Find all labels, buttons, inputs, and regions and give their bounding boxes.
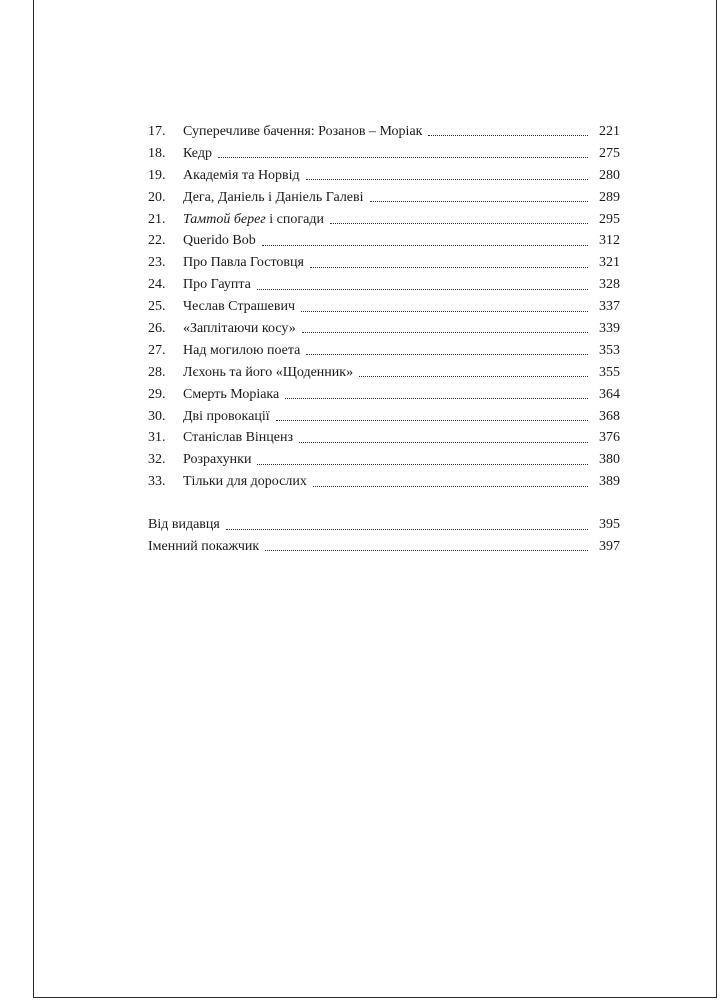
chapter-title: Академія та Норвід — [183, 167, 300, 183]
toc-entry — [148, 340, 620, 362]
page-number: 355 — [599, 364, 620, 380]
page-number: 368 — [599, 408, 620, 424]
dot-leader — [276, 420, 588, 421]
chapter-number: 26. — [148, 321, 166, 337]
toc-entry — [148, 406, 620, 428]
dot-leader — [359, 376, 588, 377]
toc-entry — [148, 165, 620, 187]
page-number: 289 — [599, 189, 620, 205]
page-number: 295 — [599, 211, 620, 227]
page-number: 339 — [599, 321, 620, 337]
chapter-number: 18. — [148, 145, 166, 161]
chapter-number: 22. — [148, 233, 166, 249]
chapter-title: Чеслав Страшевич — [183, 299, 295, 315]
chapter-number: 31. — [148, 430, 166, 446]
toc-entry — [148, 230, 620, 252]
page-number: 353 — [599, 342, 620, 358]
dot-leader — [257, 289, 588, 290]
chapter-number: 19. — [148, 167, 166, 183]
dot-leader — [302, 332, 588, 333]
dot-leader — [310, 267, 588, 268]
toc-entry — [148, 362, 620, 384]
dot-leader — [226, 529, 588, 530]
dot-leader — [262, 245, 588, 246]
chapter-title: Про Павла Гостовця — [183, 255, 304, 271]
dot-leader — [218, 157, 588, 158]
page-number: 328 — [599, 277, 620, 293]
page-number: 364 — [599, 386, 620, 402]
toc-entry — [148, 209, 620, 231]
page-number: 337 — [599, 299, 620, 315]
chapter-title: Над могилою поета — [183, 342, 301, 358]
toc-entry — [148, 274, 620, 296]
chapter-title: Про Гаупта — [183, 277, 251, 293]
page-number: 395 — [599, 517, 620, 533]
chapter-title: Розрахунки — [183, 452, 252, 468]
dot-leader — [285, 398, 588, 399]
chapter-title: Тільки для дорослих — [183, 474, 307, 490]
page-number: 221 — [599, 124, 620, 139]
chapter-title: Лєхонь та його «Щоденник» — [183, 364, 354, 380]
chapter-title: Суперечливе бачення: Розанов – Моріак — [183, 124, 423, 139]
page-number: 380 — [599, 452, 620, 468]
toc-entry — [148, 318, 620, 340]
chapter-title: Кедр — [183, 145, 212, 161]
chapter-number: 21. — [148, 211, 166, 227]
toc-entry — [148, 252, 620, 274]
page-number: 280 — [599, 167, 620, 183]
chapter-number: 27. — [148, 342, 166, 358]
chapter-title: Дега, Даніель і Даніель Галеві — [183, 189, 364, 205]
toc-entry — [148, 514, 620, 536]
dot-leader — [265, 550, 588, 551]
dot-leader — [306, 179, 588, 180]
chapter-title: Станіслав Вінценз — [183, 430, 294, 446]
page-number: 275 — [599, 145, 620, 161]
dot-leader — [313, 486, 588, 487]
chapter-number: 20. — [148, 189, 166, 205]
back-matter-title: Іменний покажчик — [148, 539, 260, 555]
chapter-number: 25. — [148, 299, 166, 315]
chapter-number: 30. — [148, 408, 166, 424]
chapter-title — [183, 209, 324, 231]
toc-entry — [148, 471, 620, 493]
chapter-number: 17. — [148, 124, 166, 139]
dot-leader — [330, 223, 588, 224]
chapter-number: 33. — [148, 474, 166, 490]
dot-leader — [370, 201, 588, 202]
chapter-title: Querido Bob — [183, 233, 256, 249]
toc-entry — [148, 187, 620, 209]
page-number: 312 — [599, 233, 620, 249]
toc-entry — [148, 296, 620, 318]
toc-entry — [148, 427, 620, 449]
chapter-number: 23. — [148, 255, 166, 271]
page-number: 397 — [599, 539, 620, 555]
dot-leader — [301, 311, 588, 312]
toc-entry — [148, 121, 620, 143]
chapter-title: Смерть Моріака — [183, 386, 280, 402]
toc-entry — [148, 536, 620, 558]
chapter-title: «Заплітаючи косу» — [183, 321, 296, 337]
chapter-number: 32. — [148, 452, 166, 468]
page-number: 321 — [599, 255, 620, 271]
chapter-title: Дві провокації — [183, 408, 270, 424]
toc-entry — [148, 384, 620, 406]
chapter-title-italic: Тамтой берег — [183, 211, 266, 227]
chapter-number: 24. — [148, 277, 166, 293]
table-of-contents — [148, 121, 620, 558]
dot-leader — [306, 354, 588, 355]
toc-entry — [148, 143, 620, 165]
chapter-title-rest: і спогади — [265, 211, 324, 227]
chapter-number: 28. — [148, 364, 166, 380]
dot-leader — [257, 464, 588, 465]
dot-leader — [299, 442, 588, 443]
dot-leader — [428, 135, 588, 136]
section-gap — [148, 493, 620, 514]
page-number: 389 — [599, 474, 620, 490]
page-number: 376 — [599, 430, 620, 446]
toc-entry — [148, 449, 620, 471]
back-matter-title: Від видавця — [148, 517, 220, 533]
chapter-number: 29. — [148, 386, 166, 402]
